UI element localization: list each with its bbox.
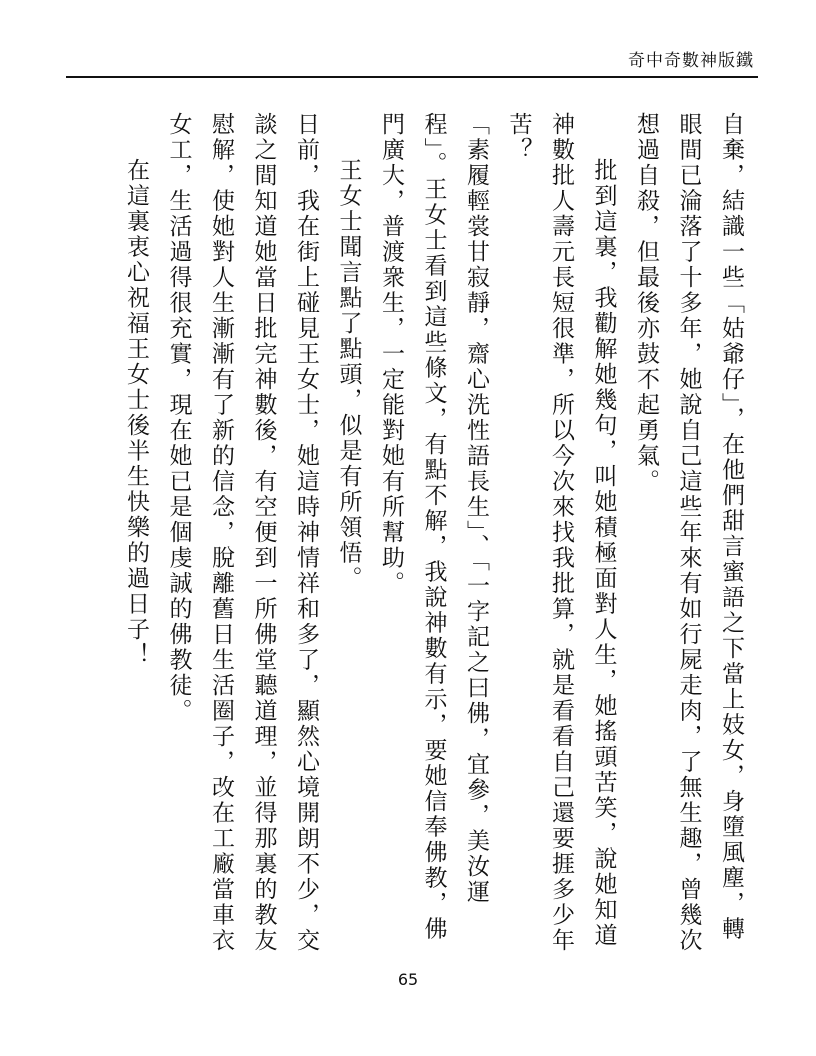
paragraph-closing: 在這裏衷心祝福王女士後半生快樂的過日子！ <box>123 158 149 668</box>
vertical-body-text <box>123 112 752 962</box>
paragraph: 王女士聞言點了點頭，似是有所領悟。 <box>335 158 362 592</box>
header-divider <box>66 76 758 78</box>
page-number: 65 <box>397 970 419 989</box>
running-header-title: 奇中奇數神版鐵 <box>628 51 754 71</box>
paragraph: 日前，我在街上碰見王女士，她這時神情祥和多了，顯然心境開朗不少，交談之間知道她當日批完神數後，有空便到一所佛堂聽道理，並得那裏的教友慰解，使她對人生漸漸有了新的信念，脫離舊日生活圈子，改在工廠當車衣女工，生活過得很充實，現在她已是個虔誠的佛教徒。 <box>165 112 319 954</box>
paragraph-continued: 自棄，結識一些「姑爺仔」，在他們甜言蜜語之下當上妓女，身墮風塵，轉眼間已淪落了十多年，她說自己這些年來有如行屍走肉，了無生趣，曾幾次想過自殺，但最後亦鼓不起勇氣。 <box>633 112 744 954</box>
paragraph-quote: 「素履輕裳甘寂靜，齋心洗性語長生」、「一字記之曰佛，宜參，美汝運程」。王女士看到這些條文，有點不解，我說神數有示，要她信奉佛教，佛門廣大，普渡衆生，一定能對她有所幫助。 <box>378 112 489 942</box>
paragraph: 批到這裏，我勸解她幾句，叫她積極面對人生，她搖頭苦笑，說她知道神數批人壽元長短很準，所以今次來找我批算，就是看看自己還要捱多少年苦？ <box>505 112 617 954</box>
